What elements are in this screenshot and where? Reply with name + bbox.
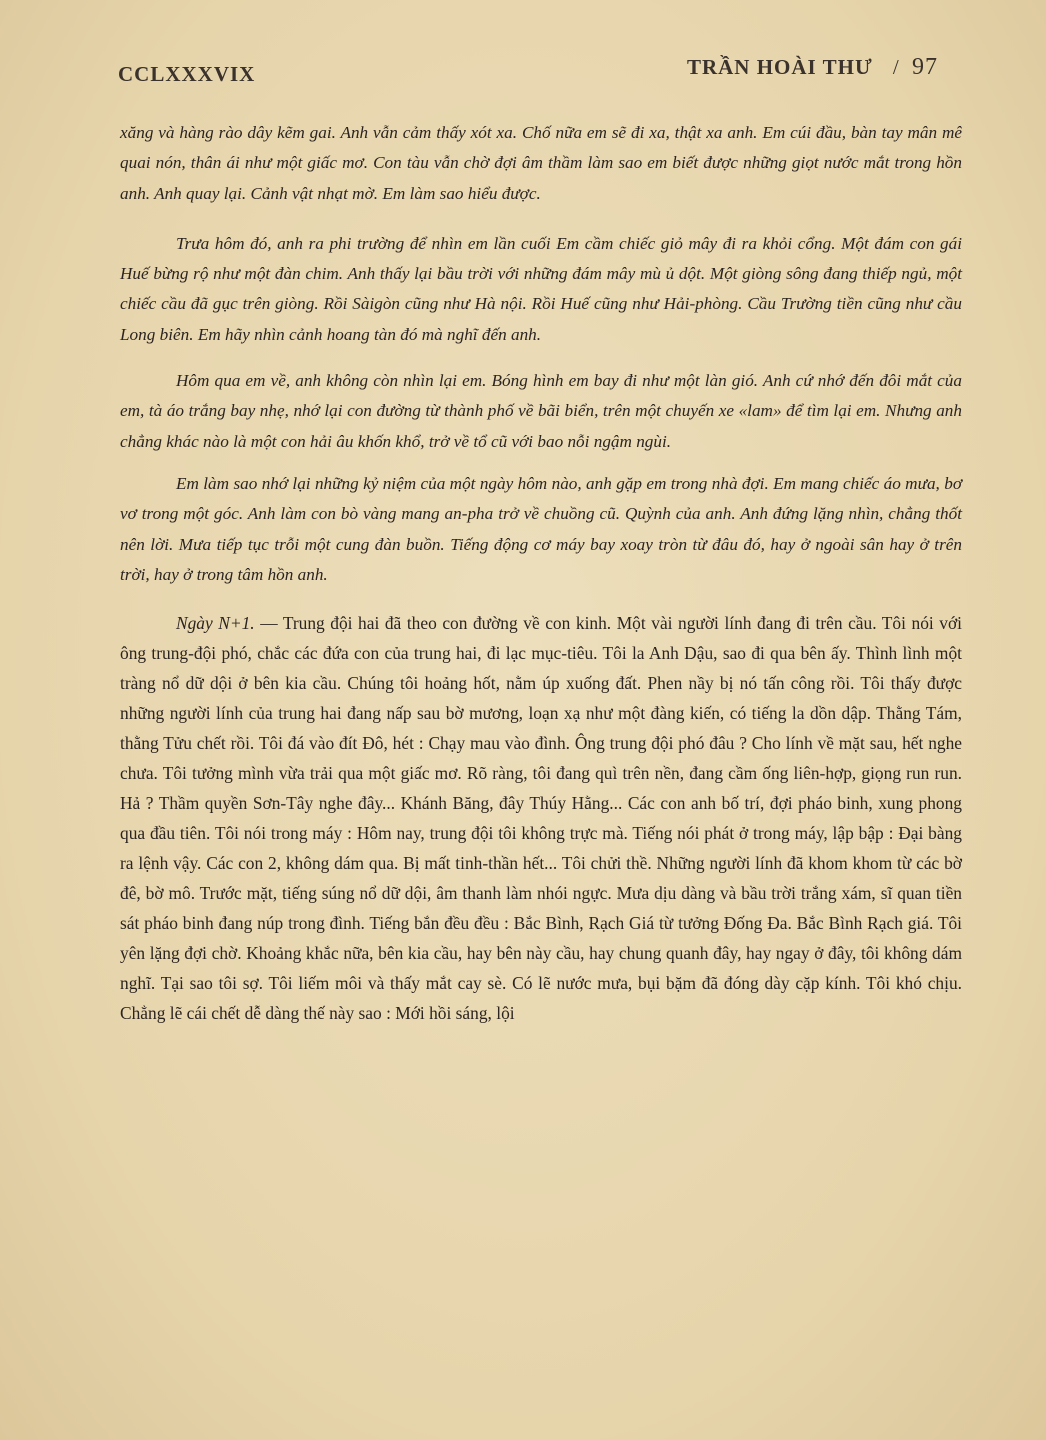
paragraph-4: Em làm sao nhớ lại những kỷ niệm của một ngày hôm nào, anh gặp em trong nhà đợi. Em mang chiếc áo mưa, bơ vơ trong một góc. Anh làm con bò vàng mang an-pha trở về chuồng cũ. Quỳnh của anh. Anh đứng lặng nhìn, chẳng thốt nên lời. Mưa tiếp tục trỗi một cung đàn buồn. Tiếng động cơ máy bay xoay tròn từ đâu đó, hay ở ngoài sân hay ở trên trời, hay ở trong tâm hồn anh. xyxy=(120,473,962,584)
dateline: Ngày N+1. xyxy=(176,613,255,634)
paragraph-5-text: — Trung đội hai đã theo con đường về con kinh. Một vài người lính đang đi trên cầu. Tôi nói với ông trung-đội phó, chắc các đứa con của trung hai, đi lạc mục-tiêu. Tôi la Anh Dậu, sao đi qua bên ấy. Thình lình một tràng nổ dữ dội ở bên kia cầu. Chúng tôi hoảng hốt, nằm úp xuống đất. Phen nầy bị nó tấn công rồi. Tôi thấy được những người lính của trung hai đang nấp sau bờ mương, loạn xạ như một đàng kiến, có tiếng la dồn dập. Thằng Tám, thằng Tửu chết rồi. Tôi đá vào đít Đô, hét : Chạy mau vào đình. Ông trung đội phó đâu ? Cho lính về mặt sau, hết nghe chưa. Tôi tưởng mình vừa trải qua một giấc mơ. Rõ ràng, tôi đang quì trên nền, đang cầm ống liên-hợp, giọng run run. Hả ? Thầm quyền Sơn-Tây nghe đây... Khánh Băng, đây Thúy Hằng... Các con anh bố trí, đợi pháo binh, xung phong qua đầu tiên. Tôi nói trong máy : Hôm nay, trung đội tôi không trực mà. Tiếng nói phát ở trong máy, lập bập : Đại bàng ra lệnh vậy. Các con 2, không dám qua. Bị mất tinh-thần hết... Tôi chửi thề. Những người lính đã khom khom từ các bờ đê, bờ mô. Trước mặt, tiếng súng nổ dữ dội, âm thanh làm nhói ngực. Mưa dịu dàng và bầu trời trắng xám, sĩ quan tiền sát pháo binh đang núp trong đình. Tiếng bắn đều đều : Bắc Bình, Rạch Giá từ tưởng Đống Đa. Bắc Bình Rạch giá. Tôi yên lặng đợi chờ. Khoảng khắc nữa, bên kia cầu, hay bên này cầu, hay chung quanh đây, hay ngay ở đây, tôi không dám nghĩ. Tại sao tôi sợ. Tôi liếm môi và thấy mắt cay sè. Có lẽ nước mưa, bụi bặm đã đóng dày cặp kính. Tôi khó chịu. Chẳng lẽ cái chết dễ dàng thế này sao : Mới hồi sáng, lội xyxy=(120,613,963,1024)
paragraph-1: xăng và hàng rào dây kẽm gai. Anh vẫn cảm thấy xót xa. Chố nữa em sẽ đi xa, thật xa anh. Em cúi đầu, bàn tay mân mê quai nón, thân ái như một giấc mơ. Con tàu vẫn chờ đợi âm thầm làm sao em biết được những giọt nước mắt trong hồn anh. Anh quay lại. Cảnh vật nhạt mờ. Em làm sao hiểu được. xyxy=(120,123,962,203)
page-number: 97 xyxy=(912,54,938,80)
paragraph-3: Hôm qua em về, anh không còn nhìn lại em. Bóng hình em bay đi như một làn gió. Anh cứ nhớ đến đôi mắt của em, tà áo trắng bay nhẹ, nhớ lại con đường từ thành phố về bãi biển, trên một chuyến xe «lam» để tìm lại em. Nhưng anh chẳng khác nào là một con hải âu khốn khổ, trở về tổ cũ với bao nỗi ngậm ngùi. xyxy=(120,371,962,451)
paragraph-5 xyxy=(120,608,962,1028)
page-body xyxy=(120,118,962,1028)
header-separator: / xyxy=(892,55,900,79)
page-header-code: CCLXXXVIX xyxy=(118,62,256,86)
page-header-author xyxy=(687,54,938,81)
paragraph-2: Trưa hôm đó, anh ra phi trường để nhìn em lần cuối Em cầm chiếc giỏ mây đi ra khỏi cổng. Một đám con gái Huế bừng rộ như một đàn chim. Anh thấy lại bầu trời với những đám mây mù ủ dột. Một giòng sông đang thiếp ngủ, một chiếc cầu đã gục trên giòng. Rồi Sàigòn cũng như Hà nội. Rồi Huế cũng như Hải-phòng. Cầu Trường tiền cũng như cầu Long biên. Em hãy nhìn cảnh hoang tàn đó mà nghĩ đến anh. xyxy=(120,233,962,344)
author-name: TRẦN HOÀI THƯ xyxy=(686,55,873,79)
